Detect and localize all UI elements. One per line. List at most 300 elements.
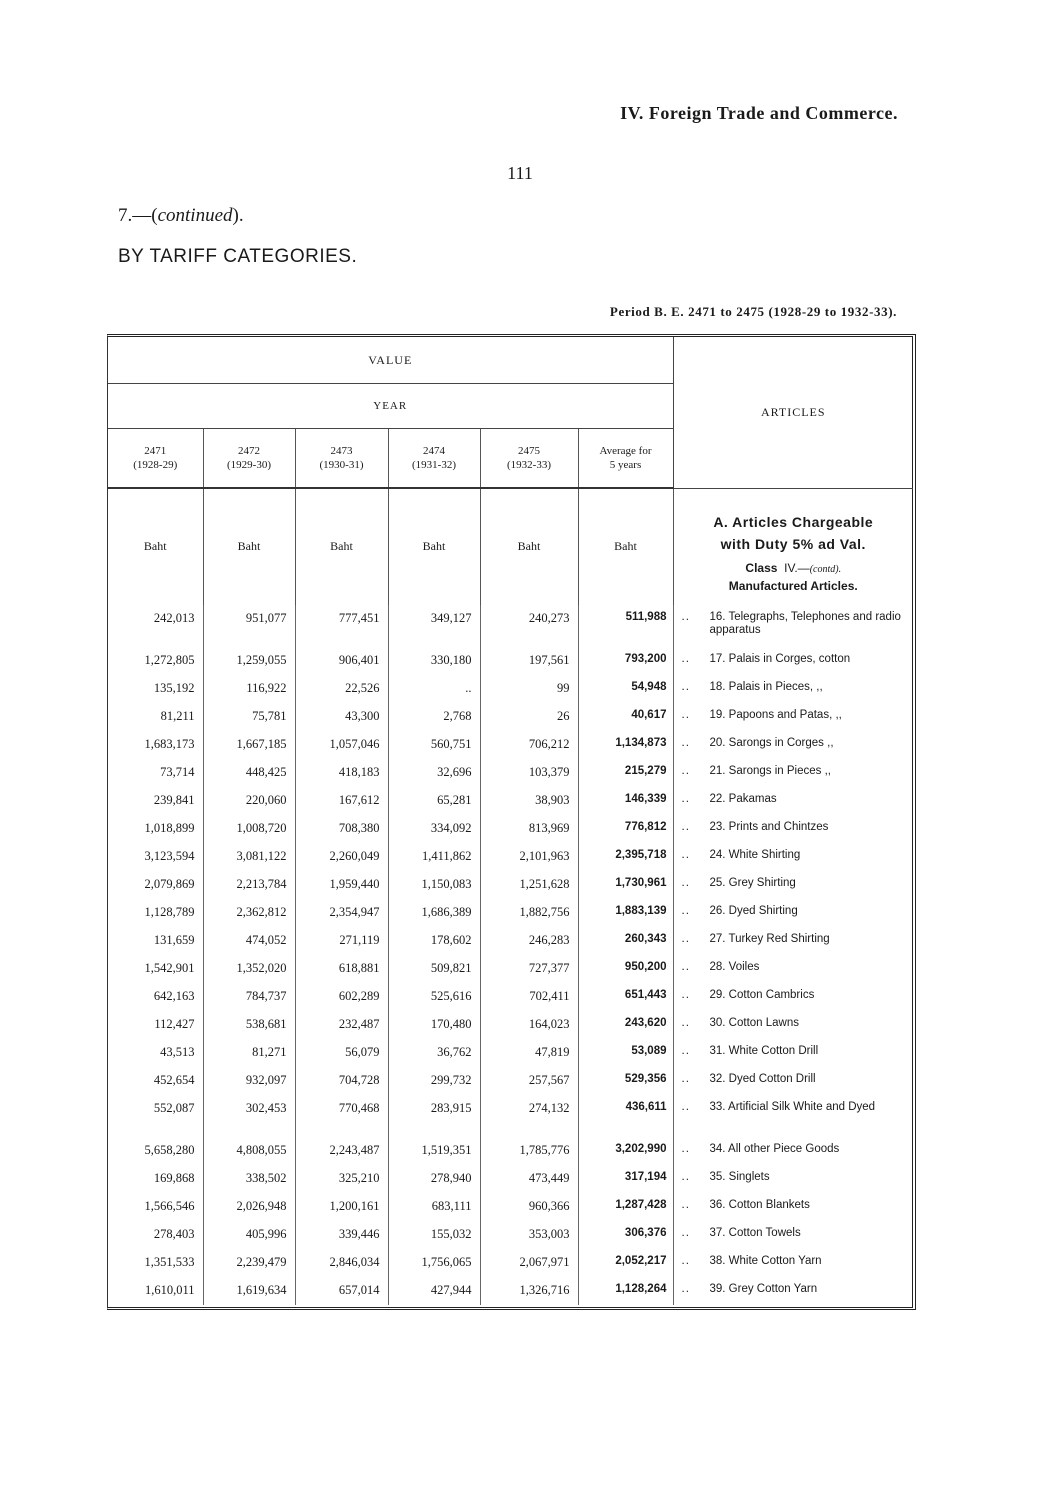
- table-row: [108, 843, 913, 871]
- article-cell: [673, 703, 913, 731]
- table-row: [108, 899, 913, 927]
- table-row: [108, 787, 913, 815]
- article-cell: [673, 647, 913, 675]
- article-name: 21. Sarongs in Pieces ,,: [709, 764, 831, 777]
- average-cell: 3,202,990: [578, 1137, 673, 1165]
- column-header-2472: [203, 429, 295, 489]
- article-name: 28. Voiles: [709, 960, 760, 973]
- class-label: [674, 561, 914, 575]
- value-cell: 2,101,963: [480, 843, 578, 871]
- table-row: [108, 1165, 913, 1193]
- value-cell: 1,610,011: [108, 1277, 203, 1305]
- value-cell: 1,542,901: [108, 955, 203, 983]
- column-range: (1931-32): [412, 459, 456, 471]
- value-cell: 32,696: [388, 759, 480, 787]
- article-cell: [673, 1277, 913, 1305]
- leader-dots: ..: [681, 1170, 690, 1183]
- table-row: [108, 815, 913, 843]
- article-inner: [682, 611, 910, 637]
- value-cell: 784,737: [203, 983, 295, 1011]
- value-cell: 657,014: [295, 1277, 388, 1305]
- value-cell: 75,781: [203, 703, 295, 731]
- article-name: 27. Turkey Red Shirting: [709, 932, 830, 945]
- value-cell: 116,922: [203, 675, 295, 703]
- value-cell: 2,354,947: [295, 899, 388, 927]
- value-cell: 704,728: [295, 1067, 388, 1095]
- value-cell: 1,756,065: [388, 1249, 480, 1277]
- article-inner: [682, 1171, 910, 1184]
- value-cell: 2,362,812: [203, 899, 295, 927]
- table-row: [108, 1067, 913, 1095]
- value-cell: 47,819: [480, 1039, 578, 1067]
- value-cell: 452,654: [108, 1067, 203, 1095]
- article-name: 16. Telegraphs, Telephones and radio apparatus: [709, 610, 901, 636]
- article-cell: [673, 1137, 913, 1165]
- value-cell: 618,881: [295, 955, 388, 983]
- category-heading: [673, 488, 913, 605]
- value-cell: 2,026,948: [203, 1193, 295, 1221]
- value-cell: 339,446: [295, 1221, 388, 1249]
- table-row: [108, 1249, 913, 1277]
- value-cell: 2,239,479: [203, 1249, 295, 1277]
- continued-word: continued: [157, 205, 233, 226]
- average-cell: 306,376: [578, 1221, 673, 1249]
- value-cell: 1,200,161: [295, 1193, 388, 1221]
- value-cell: 274,132: [480, 1095, 578, 1137]
- table-row: [108, 1193, 913, 1221]
- table-row: [108, 1039, 913, 1067]
- value-cell: 1,959,440: [295, 871, 388, 899]
- table-row: [108, 1137, 913, 1165]
- article-inner: [682, 989, 910, 1002]
- value-cell: 135,192: [108, 675, 203, 703]
- leader-dots: ..: [681, 904, 690, 917]
- value-cell: 155,032: [388, 1221, 480, 1249]
- category-line-2: with Duty 5% ad Val.: [720, 535, 866, 552]
- average-cell: 1,287,428: [578, 1193, 673, 1221]
- table-row: [108, 1221, 913, 1249]
- unit-row: [108, 488, 913, 605]
- article-name: 24. White Shirting: [709, 848, 801, 861]
- article-cell: [673, 731, 913, 759]
- article-cell: [673, 675, 913, 703]
- value-cell: 509,821: [388, 955, 480, 983]
- value-cell: 178,602: [388, 927, 480, 955]
- value-cell: 353,003: [480, 1221, 578, 1249]
- average-cell: 2,052,217: [578, 1249, 673, 1277]
- unit-cell: Baht: [295, 488, 388, 605]
- column-header-2473: [295, 429, 388, 489]
- articles-header: ARTICLES: [673, 337, 913, 488]
- value-cell: 2,079,869: [108, 871, 203, 899]
- article-name: 25. Grey Shirting: [709, 876, 796, 889]
- value-cell: 538,681: [203, 1011, 295, 1039]
- continued-prefix: 7.—(: [118, 205, 158, 226]
- article-cell: [673, 983, 913, 1011]
- article-name: 19. Papoons and Patas, ,,: [709, 708, 842, 721]
- value-cell: 932,097: [203, 1067, 295, 1095]
- article-inner: [682, 849, 910, 862]
- value-cell: 906,401: [295, 647, 388, 675]
- article-inner: [682, 1045, 910, 1058]
- value-cell: 349,127: [388, 605, 480, 647]
- table-row: [108, 647, 913, 675]
- value-cell: 1,619,634: [203, 1277, 295, 1305]
- value-cell: 330,180: [388, 647, 480, 675]
- category-line-1: A. Articles Chargeable: [713, 513, 874, 530]
- article-name: 23. Prints and Chintzes: [709, 820, 829, 833]
- article-cell: [673, 899, 913, 927]
- class-word: Class: [745, 560, 778, 575]
- value-cell: 81,211: [108, 703, 203, 731]
- column-header-2475: [480, 429, 578, 489]
- table-row: [108, 927, 913, 955]
- table-row: [108, 1095, 913, 1137]
- column-year: 2475: [518, 445, 540, 457]
- average-cell: 243,620: [578, 1011, 673, 1039]
- leader-dots: ..: [681, 680, 690, 693]
- article-name: 39. Grey Cotton Yarn: [709, 1282, 818, 1295]
- value-cell: 427,944: [388, 1277, 480, 1305]
- value-cell: 418,183: [295, 759, 388, 787]
- article-cell: [673, 843, 913, 871]
- value-cell: 951,077: [203, 605, 295, 647]
- column-header-2474: [388, 429, 480, 489]
- value-cell: 448,425: [203, 759, 295, 787]
- value-cell: 1,683,173: [108, 731, 203, 759]
- value-cell: 169,868: [108, 1165, 203, 1193]
- article-cell: [673, 1165, 913, 1193]
- value-cell: 1,057,046: [295, 731, 388, 759]
- average-cell: 1,128,264: [578, 1277, 673, 1305]
- value-cell: 1,128,789: [108, 899, 203, 927]
- value-cell: 473,449: [480, 1165, 578, 1193]
- article-name: 38. White Cotton Yarn: [709, 1254, 822, 1267]
- average-cell: 511,988: [578, 605, 673, 647]
- trade-table-frame: [107, 334, 916, 1310]
- leader-dots: ..: [681, 1142, 690, 1155]
- unit-cell: Baht: [203, 488, 295, 605]
- average-cell: 1,134,873: [578, 731, 673, 759]
- article-cell: [673, 1193, 913, 1221]
- value-cell: 683,111: [388, 1193, 480, 1221]
- article-name: 17. Palais in Corges, cotton: [709, 652, 851, 665]
- value-cell: 1,686,389: [388, 899, 480, 927]
- value-cell: 1,785,776: [480, 1137, 578, 1165]
- article-inner: [682, 905, 910, 918]
- article-inner: [682, 821, 910, 834]
- value-cell: 334,092: [388, 815, 480, 843]
- article-inner: [682, 709, 910, 722]
- value-cell: 706,212: [480, 731, 578, 759]
- column-year: Average for: [599, 445, 652, 457]
- leader-dots: ..: [681, 610, 690, 623]
- article-name: 33. Artificial Silk White and Dyed: [709, 1100, 876, 1113]
- value-cell: 1,351,533: [108, 1249, 203, 1277]
- trade-table: [108, 337, 913, 1305]
- value-cell: 246,283: [480, 927, 578, 955]
- average-cell: 53,089: [578, 1039, 673, 1067]
- average-cell: 651,443: [578, 983, 673, 1011]
- value-cell: 1,667,185: [203, 731, 295, 759]
- value-cell: 240,273: [480, 605, 578, 647]
- leader-dots: ..: [681, 792, 690, 805]
- column-year: 2472: [238, 445, 260, 457]
- value-cell: 131,659: [108, 927, 203, 955]
- leader-dots: ..: [681, 764, 690, 777]
- value-cell: 1,519,351: [388, 1137, 480, 1165]
- value-cell: 242,013: [108, 605, 203, 647]
- class-contd: (contd).: [809, 563, 842, 575]
- leader-dots: ..: [681, 1254, 690, 1267]
- period-caption: Period B. E. 2471 to 2475 (1928-29 to 1932-33).: [609, 304, 897, 319]
- value-cell: 167,612: [295, 787, 388, 815]
- article-name: 20. Sarongs in Corges ,,: [709, 736, 834, 749]
- value-cell: 1,411,862: [388, 843, 480, 871]
- average-cell: 54,948: [578, 675, 673, 703]
- value-cell: 170,480: [388, 1011, 480, 1039]
- value-cell: 257,567: [480, 1067, 578, 1095]
- leader-dots: ..: [681, 1226, 690, 1239]
- value-cell: 299,732: [388, 1067, 480, 1095]
- value-cell: 960,366: [480, 1193, 578, 1221]
- value-cell: 474,052: [203, 927, 295, 955]
- continued-suffix: ).: [232, 205, 244, 226]
- leader-dots: ..: [681, 960, 690, 973]
- article-inner: [682, 653, 910, 666]
- leader-dots: ..: [681, 1282, 690, 1295]
- article-name: 18. Palais in Pieces, ,,: [709, 680, 823, 693]
- value-cell: 770,468: [295, 1095, 388, 1137]
- value-cell: 302,453: [203, 1095, 295, 1137]
- leader-dots: ..: [681, 1016, 690, 1029]
- article-cell: [673, 1221, 913, 1249]
- value-cell: 602,289: [295, 983, 388, 1011]
- year-header: YEAR: [108, 384, 673, 429]
- value-cell: 73,714: [108, 759, 203, 787]
- value-cell: 65,281: [388, 787, 480, 815]
- unit-cell: Baht: [388, 488, 480, 605]
- article-inner: [682, 1227, 910, 1240]
- average-cell: 1,883,139: [578, 899, 673, 927]
- value-cell: 777,451: [295, 605, 388, 647]
- article-inner: [682, 877, 910, 890]
- article-cell: [673, 871, 913, 899]
- value-cell: 708,380: [295, 815, 388, 843]
- class-number: IV.—: [784, 560, 810, 575]
- table-row: [108, 871, 913, 899]
- value-cell: 3,081,122: [203, 843, 295, 871]
- article-name: 22. Pakamas: [709, 792, 777, 805]
- value-cell: 278,403: [108, 1221, 203, 1249]
- article-cell: [673, 955, 913, 983]
- article-cell: [673, 1067, 913, 1095]
- average-cell: 317,194: [578, 1165, 673, 1193]
- table-row: [108, 675, 913, 703]
- article-name: 26. Dyed Shirting: [709, 904, 798, 917]
- article-inner: [682, 793, 910, 806]
- article-cell: [673, 1095, 913, 1137]
- value-cell: 2,846,034: [295, 1249, 388, 1277]
- value-cell: 271,119: [295, 927, 388, 955]
- value-cell: 112,427: [108, 1011, 203, 1039]
- value-cell: 232,487: [295, 1011, 388, 1039]
- value-cell: 1,259,055: [203, 647, 295, 675]
- average-cell: 215,279: [578, 759, 673, 787]
- article-name: 35. Singlets: [709, 1170, 770, 1183]
- leader-dots: ..: [681, 1044, 690, 1057]
- article-inner: [682, 1101, 910, 1114]
- article-inner: [682, 1017, 910, 1030]
- article-inner: [682, 681, 910, 694]
- column-range: 5 years: [609, 459, 642, 471]
- value-cell: 727,377: [480, 955, 578, 983]
- average-cell: 260,343: [578, 927, 673, 955]
- value-cell: 325,210: [295, 1165, 388, 1193]
- article-inner: [682, 1073, 910, 1086]
- unit-cell: Baht: [108, 488, 203, 605]
- value-cell: 560,751: [388, 731, 480, 759]
- average-cell: 529,356: [578, 1067, 673, 1095]
- leader-dots: ..: [681, 848, 690, 861]
- value-cell: 56,079: [295, 1039, 388, 1067]
- article-inner: [682, 961, 910, 974]
- value-cell: 197,561: [480, 647, 578, 675]
- value-cell: 1,150,083: [388, 871, 480, 899]
- value-cell: 3,123,594: [108, 843, 203, 871]
- value-cell: 220,060: [203, 787, 295, 815]
- value-cell: 1,326,716: [480, 1277, 578, 1305]
- value-cell: 1,882,756: [480, 899, 578, 927]
- value-cell: 103,379: [480, 759, 578, 787]
- leader-dots: ..: [681, 736, 690, 749]
- article-cell: [673, 1011, 913, 1039]
- value-cell: 283,915: [388, 1095, 480, 1137]
- article-cell: [673, 815, 913, 843]
- table-subtitle: BY TARIFF CATEGORIES.: [118, 246, 358, 267]
- value-cell: 43,300: [295, 703, 388, 731]
- value-cell: 26: [480, 703, 578, 731]
- value-cell: 2,260,049: [295, 843, 388, 871]
- leader-dots: ..: [681, 876, 690, 889]
- value-cell: 4,808,055: [203, 1137, 295, 1165]
- value-cell: 1,251,628: [480, 871, 578, 899]
- value-header: VALUE: [108, 337, 673, 384]
- article-name: 29. Cotton Cambrics: [709, 988, 815, 1001]
- average-cell: 776,812: [578, 815, 673, 843]
- average-cell: 793,200: [578, 647, 673, 675]
- average-cell: 40,617: [578, 703, 673, 731]
- article-cell: [673, 759, 913, 787]
- value-cell: 525,616: [388, 983, 480, 1011]
- article-name: 31. White Cotton Drill: [709, 1044, 819, 1057]
- unit-cell: Baht: [578, 488, 673, 605]
- article-inner: [682, 933, 910, 946]
- value-cell: 43,513: [108, 1039, 203, 1067]
- value-cell: 2,243,487: [295, 1137, 388, 1165]
- leader-dots: ..: [681, 1100, 690, 1113]
- article-name: 37. Cotton Towels: [709, 1226, 801, 1239]
- section-title: IV. Foreign Trade and Commerce.: [620, 103, 898, 123]
- value-cell: 99: [480, 675, 578, 703]
- column-header-average: [578, 429, 673, 489]
- column-year: 2474: [423, 445, 445, 457]
- table-row: [108, 955, 913, 983]
- leader-dots: ..: [681, 708, 690, 721]
- value-cell: 22,526: [295, 675, 388, 703]
- page-number: 111: [507, 163, 533, 183]
- value-cell: 1,272,805: [108, 647, 203, 675]
- article-inner: [682, 1199, 910, 1212]
- value-cell: 642,163: [108, 983, 203, 1011]
- column-header-2471: [108, 429, 203, 489]
- column-year: 2471: [144, 445, 167, 457]
- article-inner: [682, 765, 910, 778]
- average-cell: 2,395,718: [578, 843, 673, 871]
- article-cell: [673, 787, 913, 815]
- value-cell: 36,762: [388, 1039, 480, 1067]
- article-name: 34. All other Piece Goods: [709, 1142, 840, 1155]
- value-cell: 338,502: [203, 1165, 295, 1193]
- value-cell: 1,352,020: [203, 955, 295, 983]
- value-cell: 2,213,784: [203, 871, 295, 899]
- column-range: (1930-31): [319, 459, 364, 471]
- table-row: [108, 731, 913, 759]
- article-name: 32. Dyed Cotton Drill: [709, 1072, 816, 1085]
- value-cell: 702,411: [480, 983, 578, 1011]
- leader-dots: ..: [681, 932, 690, 945]
- article-cell: [673, 1249, 913, 1277]
- article-cell: [673, 605, 913, 647]
- value-cell: 38,903: [480, 787, 578, 815]
- table-row: [108, 605, 913, 647]
- column-range: (1929-30): [227, 459, 271, 471]
- article-inner: [682, 1255, 910, 1268]
- article-inner: [682, 1143, 910, 1156]
- leader-dots: ..: [681, 652, 690, 665]
- table-row: [108, 703, 913, 731]
- table-row: [108, 1011, 913, 1039]
- value-cell: 164,023: [480, 1011, 578, 1039]
- average-cell: 146,339: [578, 787, 673, 815]
- article-name: 30. Cotton Lawns: [709, 1016, 800, 1029]
- value-cell: 405,996: [203, 1221, 295, 1249]
- column-range: (1928-29): [133, 459, 178, 471]
- table-row: [108, 1277, 913, 1305]
- value-cell: 5,658,280: [108, 1137, 203, 1165]
- value-cell: ..: [388, 675, 480, 703]
- article-cell: [673, 927, 913, 955]
- subcategory-label: Manufactured Articles.: [728, 578, 858, 593]
- article-inner: [682, 737, 910, 750]
- table-row: [108, 759, 913, 787]
- value-cell: 239,841: [108, 787, 203, 815]
- value-cell: 1,008,720: [203, 815, 295, 843]
- value-cell: 2,067,971: [480, 1249, 578, 1277]
- leader-dots: ..: [681, 820, 690, 833]
- value-cell: 552,087: [108, 1095, 203, 1137]
- average-cell: 950,200: [578, 955, 673, 983]
- value-cell: 278,940: [388, 1165, 480, 1193]
- leader-dots: ..: [681, 988, 690, 1001]
- value-cell: 813,969: [480, 815, 578, 843]
- unit-cell: Baht: [480, 488, 578, 605]
- article-inner: [682, 1283, 910, 1296]
- value-cell: 2,768: [388, 703, 480, 731]
- leader-dots: ..: [681, 1072, 690, 1085]
- table-row: [108, 983, 913, 1011]
- article-cell: [673, 1039, 913, 1067]
